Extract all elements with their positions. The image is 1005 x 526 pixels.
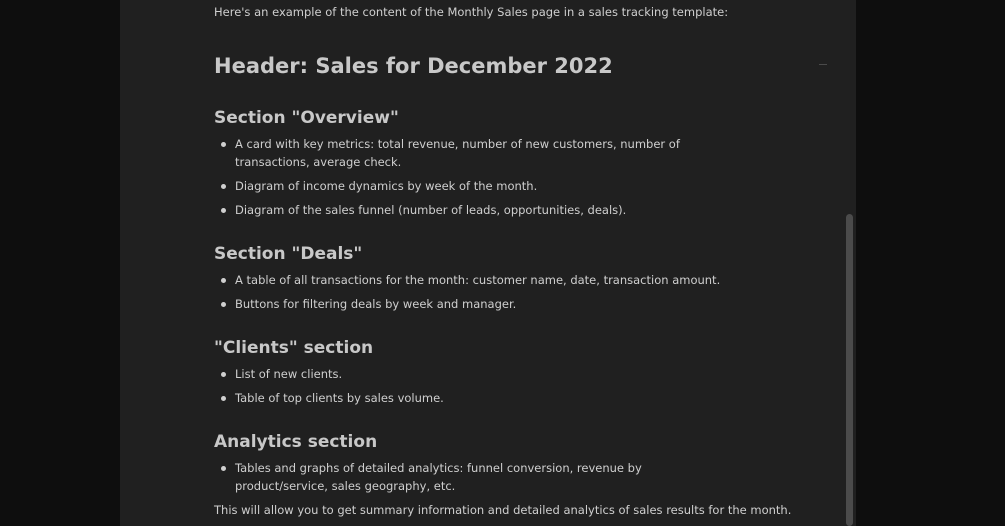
analytics-list	[214, 459, 734, 501]
chat-message-panel	[120, 0, 856, 526]
list-item	[214, 177, 734, 195]
bullet-icon	[221, 302, 226, 307]
list-item	[214, 135, 734, 171]
bullet-icon	[221, 278, 226, 283]
clients-list	[214, 365, 734, 413]
section-heading-clients: "Clients" section	[214, 338, 374, 358]
scrollbar-thumb[interactable]	[846, 214, 853, 526]
list-item-text: Buttons for filtering deals by week and manager.	[235, 297, 517, 311]
bullet-icon	[221, 396, 226, 401]
bullet-icon	[221, 208, 226, 213]
divider-mark	[819, 64, 827, 65]
list-item-text: A table of all transactions for the month: customer name, date, transaction amount.	[235, 273, 721, 287]
list-item	[214, 201, 734, 219]
list-item	[214, 459, 734, 495]
intro-text: Here's an example of the content of the Monthly Sales page in a sales tracking template:	[214, 5, 729, 19]
summary-text: This will allow you to get summary information and detailed analytics of sales results for the month.	[214, 503, 792, 517]
list-item-text: Table of top clients by sales volume.	[235, 391, 444, 405]
section-heading-analytics: Analytics section	[214, 432, 378, 452]
list-item	[214, 295, 734, 313]
bullet-icon	[221, 142, 226, 147]
list-item-text: A card with key metrics: total revenue, number of new customers, number of transactions, average check.	[235, 137, 680, 169]
list-item	[214, 365, 734, 383]
page-heading: Header: Sales for December 2022	[214, 54, 613, 78]
list-item-text: List of new clients.	[235, 367, 343, 381]
deals-list	[214, 271, 734, 319]
bullet-icon	[221, 184, 226, 189]
list-item-text: Tables and graphs of detailed analytics: funnel conversion, revenue by product/service, sales geography, etc.	[235, 461, 642, 493]
bullet-icon	[221, 372, 226, 377]
bullet-icon	[221, 466, 226, 471]
list-item-text: Diagram of income dynamics by week of the month.	[235, 179, 538, 193]
list-item-text: Diagram of the sales funnel (number of leads, opportunities, deals).	[235, 203, 627, 217]
overview-list	[214, 135, 734, 225]
section-heading-deals: Section "Deals"	[214, 244, 363, 264]
list-item	[214, 271, 734, 289]
section-heading-overview: Section "Overview"	[214, 108, 399, 128]
list-item	[214, 389, 734, 407]
